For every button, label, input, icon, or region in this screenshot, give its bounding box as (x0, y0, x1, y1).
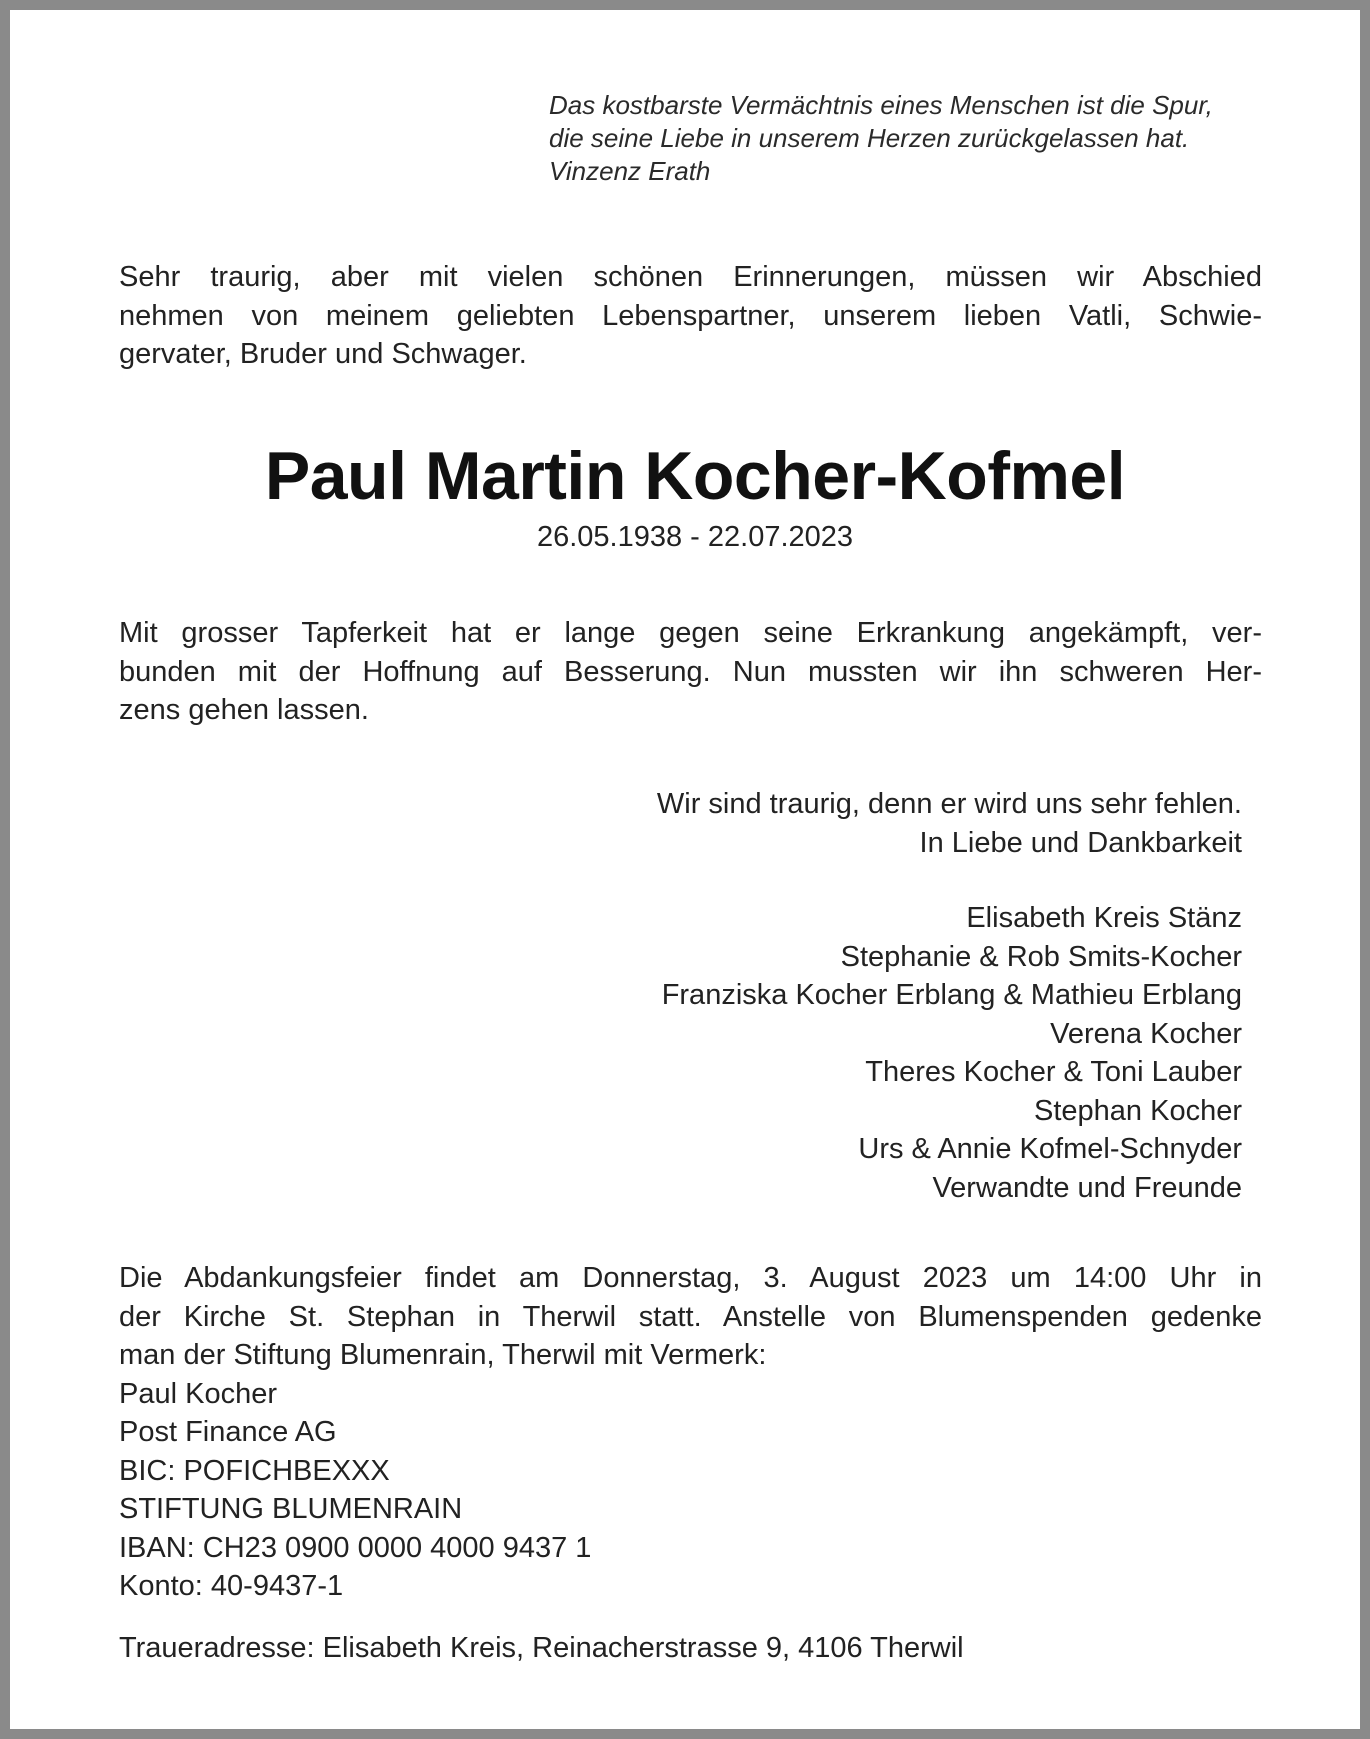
illness-line: Mit grosser Tapferkeit hat er lange gegen seine Erkrankung angekämpft, ver- (119, 617, 1262, 649)
donation-iban: IBAN: CH23 0900 0000 4000 9437 1 (119, 1531, 592, 1564)
mourner-entry: Franziska Kocher Erblang & Mathieu Erblang (661, 979, 1242, 1011)
deceased-name: Paul Martin Kocher-Kofmel (264, 438, 1126, 514)
illness-paragraph (119, 614, 1262, 730)
mourner-entry: Stephan Kocher (1034, 1094, 1242, 1127)
closing-words (342, 785, 1242, 862)
intro-line: Sehr traurig, aber mit vielen schönen Erinnerungen, müssen wir Abschied (119, 261, 1262, 293)
quote-line: Das kostbarste Vermächtnis eines Menschen ist die Spur, (549, 90, 1213, 120)
donation-foundation: STIFTUNG BLUMENRAIN (119, 1493, 463, 1525)
mourner-entry: Verwandte und Freunde (932, 1171, 1242, 1204)
donation-recipient: Paul Kocher (119, 1377, 277, 1410)
intro-paragraph (119, 258, 1262, 374)
quote-author: Vinzenz Erath (549, 156, 711, 186)
service-line: Die Abdankungsfeier findet am Donnerstag, 3. August 2023 um 14:00 Uhr in (119, 1262, 1262, 1294)
service-line: man der Stiftung Blumenrain, Therwil mit Vermerk: (119, 1339, 767, 1371)
life-dates: 26.05.1938 - 22.07.2023 (536, 521, 854, 553)
illness-line: zens gehen lassen. (119, 694, 369, 726)
closing-line: In Liebe und Dankbarkeit (919, 826, 1242, 859)
service-info (119, 1259, 1262, 1606)
donation-bank: Post Finance AG (119, 1416, 337, 1448)
quote-line: die seine Liebe in unserem Herzen zurückgelassen hat. (549, 123, 1190, 153)
mourner-entry: Verena Kocher (1050, 1017, 1242, 1050)
mourner-entry: Urs & Annie Kofmel-Schnyder (858, 1133, 1242, 1165)
donation-bic: BIC: POFICHBEXXX (119, 1454, 390, 1487)
mourner-entry: Theres Kocher & Toni Lauber (865, 1056, 1242, 1088)
illness-line: bunden mit der Hoffnung auf Besserung. Nun mussten wir ihn schweren Her- (119, 655, 1262, 688)
mourning-address: Traueradresse: Elisabeth Kreis, Reinacherstrasse 9, 4106 Therwil (119, 1632, 964, 1664)
intro-line: gervater, Bruder und Schwager. (119, 338, 527, 370)
intro-line: nehmen von meinem geliebten Lebenspartner, unserem lieben Vatli, Schwie- (119, 299, 1262, 332)
closing-line: Wir sind traurig, denn er wird uns sehr fehlen. (656, 788, 1242, 820)
mourner-entry: Stephanie & Rob Smits-Kocher (840, 940, 1242, 973)
service-line: der Kirche St. Stephan in Therwil statt. Anstelle von Blumenspenden gedenke (119, 1300, 1262, 1333)
donation-account: Konto: 40-9437-1 (119, 1570, 344, 1602)
mourner-entry: Elisabeth Kreis Stänz (966, 902, 1242, 934)
mourners-list (342, 899, 1242, 1207)
obituary-page (10, 10, 1360, 1729)
memorial-quote (549, 89, 1249, 188)
